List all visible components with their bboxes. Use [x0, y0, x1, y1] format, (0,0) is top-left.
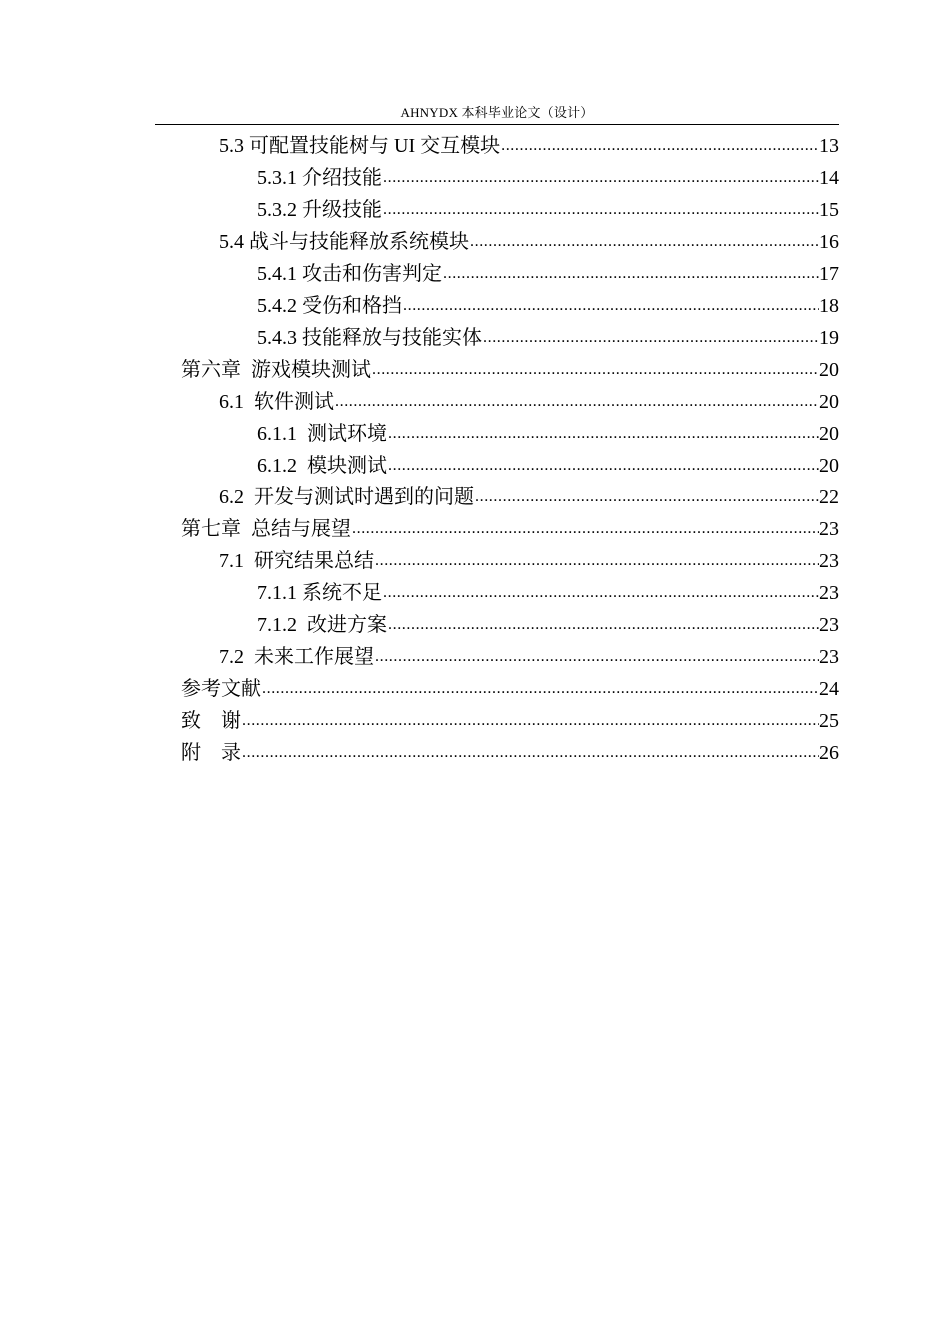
toc-entry[interactable] — [219, 544, 839, 576]
toc-page-number: 20 — [819, 390, 839, 413]
toc-entry[interactable] — [219, 640, 839, 672]
toc-entry-title: 第七章 总结与展望 — [181, 518, 351, 541]
toc-entry-title: 5.4.2 受伤和格挡 — [257, 294, 402, 317]
toc-entry[interactable] — [181, 512, 839, 544]
toc-entry[interactable] — [181, 353, 839, 385]
toc-page-number: 22 — [819, 486, 839, 509]
toc-dot-leader — [262, 676, 819, 702]
toc-entry[interactable] — [219, 225, 839, 257]
toc-entry[interactable] — [257, 449, 839, 481]
toc-entry-title: 5.4.1 攻击和伤害判定 — [257, 262, 442, 285]
toc-dot-leader — [388, 453, 819, 479]
toc-entry-title: 6.1.1 测试环境 — [257, 422, 387, 445]
toc-page-number: 26 — [819, 742, 839, 765]
toc-entry[interactable] — [257, 321, 839, 353]
toc-dot-leader — [372, 357, 819, 383]
toc-dot-leader — [470, 229, 819, 255]
toc-entry-title: 7.1.2 改进方案 — [257, 614, 387, 637]
toc-dot-leader — [388, 612, 819, 638]
toc-entry-title: 5.4.3 技能释放与技能实体 — [257, 326, 482, 349]
toc-entry-title: 5.3 可配置技能树与 UI 交互模块 — [219, 135, 501, 157]
toc-dot-leader — [388, 421, 819, 447]
toc-page-number: 18 — [819, 294, 839, 317]
toc-entry[interactable] — [257, 193, 839, 225]
toc-dot-leader — [242, 708, 819, 734]
toc-page-number: 24 — [819, 678, 839, 701]
header-rule — [155, 124, 839, 125]
toc-entry[interactable] — [257, 417, 839, 449]
toc-entry[interactable] — [257, 576, 839, 608]
toc-entry[interactable] — [219, 129, 839, 161]
toc-page-number: 25 — [819, 710, 839, 733]
toc-entry[interactable] — [219, 480, 839, 512]
toc-page-number: 23 — [819, 614, 839, 637]
toc-entry-title: 第六章 游戏模块测试 — [181, 358, 371, 381]
toc-entry-title: 7.2 未来工作展望 — [219, 646, 374, 669]
toc-entry[interactable] — [257, 161, 839, 193]
toc-entry[interactable] — [181, 672, 839, 704]
toc-page-number: 17 — [819, 262, 839, 285]
toc-dot-leader — [242, 740, 819, 766]
toc-dot-leader — [375, 644, 819, 670]
toc-dot-leader — [403, 293, 819, 319]
toc-entry-title: 6.1.2 模块测试 — [257, 454, 387, 477]
toc-dot-leader — [335, 389, 819, 415]
toc-entry[interactable] — [257, 257, 839, 289]
toc-page-number: 23 — [819, 582, 839, 605]
toc-entry-title: 5.4 战斗与技能释放系统模块 — [219, 230, 469, 253]
toc-page-number: 20 — [819, 358, 839, 381]
toc-entry[interactable] — [181, 704, 839, 736]
toc-entry-title: 参考文献 — [181, 678, 261, 701]
toc-dot-leader — [501, 133, 819, 159]
toc-entry[interactable] — [257, 608, 839, 640]
toc-dot-leader — [375, 548, 819, 574]
toc-dot-leader — [383, 197, 819, 223]
toc-entry-title: 5.3.1 介绍技能 — [257, 166, 382, 189]
toc-page-number: 14 — [819, 166, 839, 189]
toc-page-number: 16 — [819, 230, 839, 253]
toc-dot-leader — [483, 325, 819, 351]
toc-entry[interactable] — [219, 385, 839, 417]
toc-entry[interactable] — [257, 289, 839, 321]
toc-entry-title: 7.1 研究结果总结 — [219, 550, 374, 573]
toc-dot-leader — [352, 516, 819, 542]
toc-page-number: 20 — [819, 422, 839, 445]
toc-page-number: 23 — [819, 646, 839, 669]
toc-page-number: 23 — [819, 518, 839, 541]
toc-entry-title: 6.2 开发与测试时遇到的问题 — [219, 486, 474, 509]
toc-entry-title: 5.3.2 升级技能 — [257, 198, 382, 221]
toc-dot-leader — [383, 165, 819, 191]
toc-page-number: 23 — [819, 550, 839, 573]
toc-entry-title: 7.1.1 系统不足 — [257, 582, 382, 605]
toc-dot-leader — [443, 261, 819, 287]
toc-page-number: 13 — [819, 135, 839, 157]
toc-page-number: 15 — [819, 198, 839, 221]
toc-entry[interactable] — [181, 736, 839, 768]
toc-dot-leader — [475, 484, 819, 510]
toc-entry-title: 附 录 — [181, 742, 241, 765]
toc-entry-title: 致 谢 — [181, 710, 241, 733]
toc-dot-leader — [383, 580, 819, 606]
toc-page-number: 20 — [819, 454, 839, 477]
page-header: AHNYDX 本科毕业论文（设计） — [400, 105, 594, 120]
toc-entry-title: 6.1 软件测试 — [219, 390, 334, 413]
toc-page-number: 19 — [819, 326, 839, 349]
